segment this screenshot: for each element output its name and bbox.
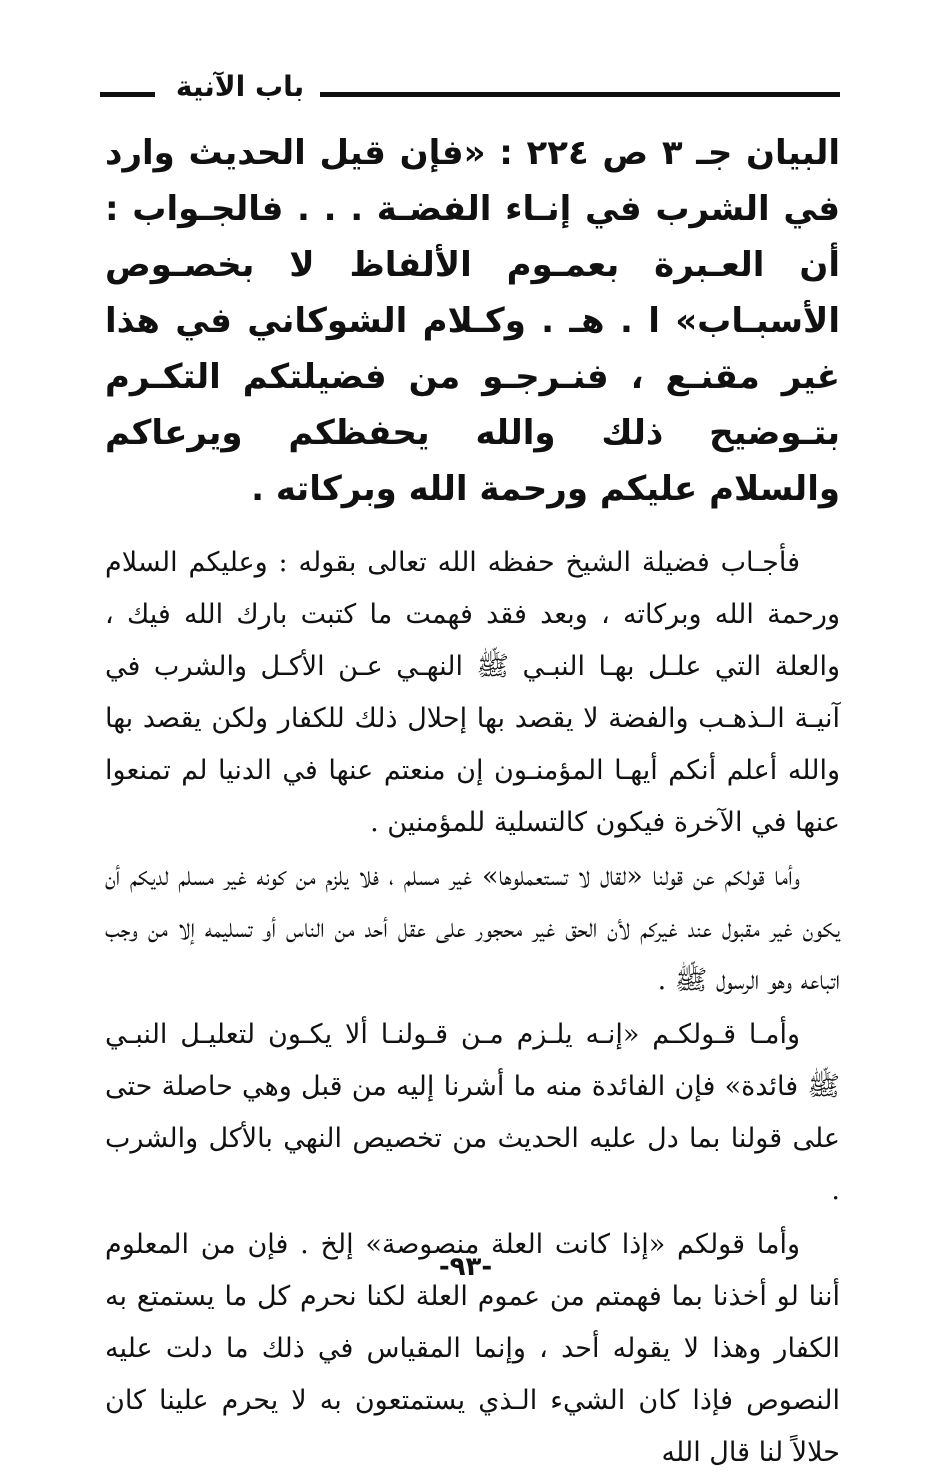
page-header bbox=[100, 70, 840, 110]
header-rule-left bbox=[100, 92, 155, 97]
header-rule-right bbox=[320, 92, 840, 97]
question-block bbox=[105, 125, 840, 517]
chapter-title: باب الآنية bbox=[175, 70, 305, 103]
answer-paragraph: وأما قولكم «إذا كانت العلة منصوصة» إلخ . فإن من المعلوم أننا لو أخذنا بما فهمتم من عموم العلة لكنا نحرم كل ما يستمتع به الكفار وهذا لا يقوله أحد ، وإنما المقياس في ذلك ما دلت عليه النصوص فإذا كان الشيء الـذي يستمتعون به لا يحرم علينا كان حلالاً لنا قال الله bbox=[105, 1229, 840, 1468]
answer-block bbox=[105, 537, 840, 1479]
question-text: البيان جـ ٣ ص ٢٢٤ : «فإن قيل الحديث وارد في الشرب في إنـاء الفضـة . . . فالجـواب : أن العـبرة بعمـوم الألفاظ لا بخصـوص الأسبـاب» ا . هـ . وكـلام الشوكاني في هذا غير مقنـع ، فنـرجـو من فضيلتكم التكـرم بتـوضيح ذلك والله يحفظكم ويرعاكم والسلام عليكم ورحمة الله وبركاته . bbox=[105, 133, 840, 509]
answer-paragraph: وأما قولكم عن قولنا «لقال لا تستعملوها» غير مسلم ، فلا يلزم من كونه غير مسلم لديكم أن يكون غير مقبول عند غيركم لأن الحق غير محجور على عقل أحد من الناس أو تسليمه إلا من وجب اتباعه وهو الرسول ﷺ . bbox=[105, 861, 840, 996]
answer-paragraph: وأمـا قـولكـم «إنـه يلـزم مـن قـولنـا ألا يكـون لتعليـل النبـي ﷺ فائدة» فإن الفائدة منه ما أشرنا إليه من قبل وهي حاصلة حتى على قولنا بما دل عليه الحديث من تخصيص النهي بالأكل والشرب . bbox=[105, 1019, 840, 1206]
page-number: -٩٣- bbox=[438, 1252, 493, 1282]
answer-paragraph: فأجـاب فضيلة الشيخ حفظه الله تعالى بقوله : وعليكم السلام ورحمة الله وبركاته ، وبعد فقد فهمت ما كتبت بارك الله فيك ، والعلة التي علـل بهـا النبـي ﷺ النهـي عـن الأكـل والشرب في آنيـة الـذهـب والفضة لا يقصد بها إحلال ذلك للكفار ولكن يقصد بها والله أعلم أنكم أيهـا المؤمنـون إن منعتم عنها في الدنيا لم تمنعوا عنها في الآخرة فيكون كالتسلية للمؤمنين . bbox=[105, 547, 841, 838]
